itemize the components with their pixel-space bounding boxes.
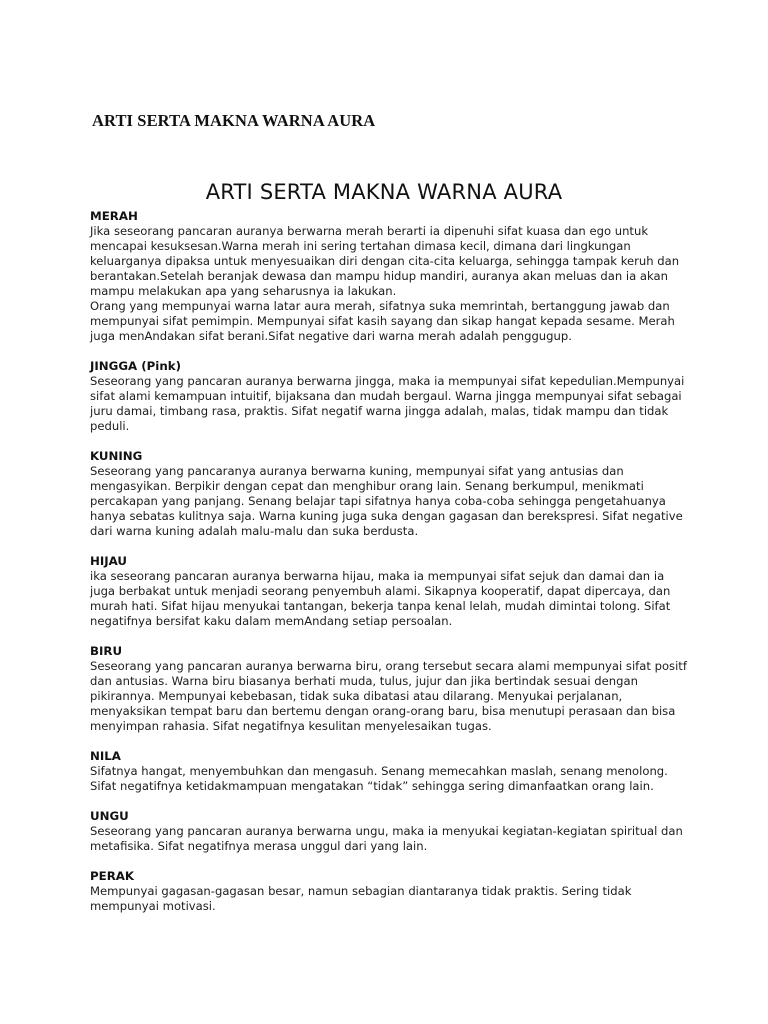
section-title: UNGU	[90, 809, 129, 823]
section-paragraph: Seseorang yang pancaran auranya berwarna jingga, maka ia mempunyai sifat kepedulian.Mempunyai sifat alami kemampuan intuitif, bijaksana dan mudah bergaul. Warna jingga mempunyai sifat sebagai juru damai, timbang rasa, praktis. Sifat negatif warna jingga adalah, malas, tidak mampu dan tidak peduli.	[90, 374, 685, 433]
section-biru	[90, 643, 690, 734]
section-nila	[90, 748, 690, 794]
section-paragraph: Sifatnya hangat, menyembuhkan dan mengasuh. Senang memecahkan maslah, senang menolong. Sifat negatifnya ketidakmampuan mengatakan “tidak” sehingga sering dimanfaatkan orang lain.	[90, 764, 668, 793]
section-paragraph: Jika seseorang pancaran auranya berwarna merah berarti ia dipenuhi sifat kuasa dan ego untuk mencapai kesuksesan.Warna merah ini sering tertahan dimasa kecil, dimana dari lingkungan keluarganya dipaksa untuk menyesuaikan diri dengan cita-cita keluarga, sehingga tampak keruh dan berantakan.Setelah beranjak dewasa dan mampu hidup mandiri, auranya akan meluas dan ia akan mampu melakukan apa yang seharusnya ia lakukan.	[90, 224, 680, 298]
section-jingga	[90, 358, 690, 434]
section-kuning	[90, 448, 690, 539]
section-ungu	[90, 808, 690, 854]
section-title: BIRU	[90, 644, 123, 658]
document-title: ARTI SERTA MAKNA WARNA AURA	[92, 111, 376, 130]
section-hijau	[90, 553, 690, 629]
document-body	[90, 208, 690, 928]
main-heading: ARTI SERTA MAKNA WARNA AURA	[205, 180, 563, 204]
section-title: KUNING	[90, 449, 143, 463]
section-paragraph: Seseorang yang pancaran auranya berwarna ungu, maka ia menyukai kegiatan-kegiatan spiritual dan metafisika. Sifat negatifnya merasa unggul dari yang lain.	[90, 824, 683, 853]
section-paragraph: Orang yang mempunyai warna latar aura merah, sifatnya suka memrintah, bertanggung jawab dan mempunyai sifat pemimpin. Mempunyai sifat kasih sayang dan sikap hangat kepada sesame. Merah juga menAndakan sifat berani.Sifat negative dari warna merah adalah penggugup.	[90, 299, 675, 343]
section-title: MERAH	[90, 209, 138, 223]
section-paragraph: Seseorang yang pancaran auranya berwarna biru, orang tersebut secara alami mempunyai sifat positf dan antusias. Warna biru biasanya berhati muda, tulus, jujur dan jika bertindak sesuai dengan pikirannya. Mempunyai kebebasan, tidak suka dibatasi atau dilarang. Menyukai perjalanan, menyaksikan tempat baru dan bertemu dengan orang-orang baru, bisa menutupi perasaan dan bisa menyimpan rahasia. Sifat negatifnya kesulitan menyelesaikan tugas.	[90, 659, 687, 733]
section-merah	[90, 208, 690, 344]
section-title: NILA	[90, 749, 121, 763]
section-title: HIJAU	[90, 554, 127, 568]
section-perak	[90, 868, 690, 914]
section-paragraph: Mempunyai gagasan-gagasan besar, namun sebagian diantaranya tidak praktis. Sering tidak mempunyai motivasi.	[90, 884, 632, 913]
section-title: PERAK	[90, 869, 135, 883]
section-paragraph: Seseorang yang pancaranya auranya berwarna kuning, mempunyai sifat yang antusias dan mengasyikan. Berpikir dengan cepat dan menghibur orang lain. Senang berkumpul, menikmati percakapan yang panjang. Senang belajar tapi sifatnya hanya coba-coba sehingga pengetahuanya hanya sebatas kulitnya saja. Warna kuning juga suka dengan gagasan dan berekspresi. Sifat negative dari warna kuning adalah malu-malu dan suka berdusta.	[90, 464, 683, 538]
section-paragraph: ika seseorang pancaran auranya berwarna hijau, maka ia mempunyai sifat sejuk dan damai dan ia juga berbakat untuk menjadi seorang penyembuh alami. Sikapnya kooperatif, dapat dipercaya, dan murah hati. Sifat hijau menyukai tantangan, bekerja tanpa kenal lelah, mudah dimintai tolong. Sifat negatifnya bersifat kaku dalam memAndang setiap persoalan.	[90, 569, 671, 628]
section-title: JINGGA (Pink)	[90, 359, 181, 373]
